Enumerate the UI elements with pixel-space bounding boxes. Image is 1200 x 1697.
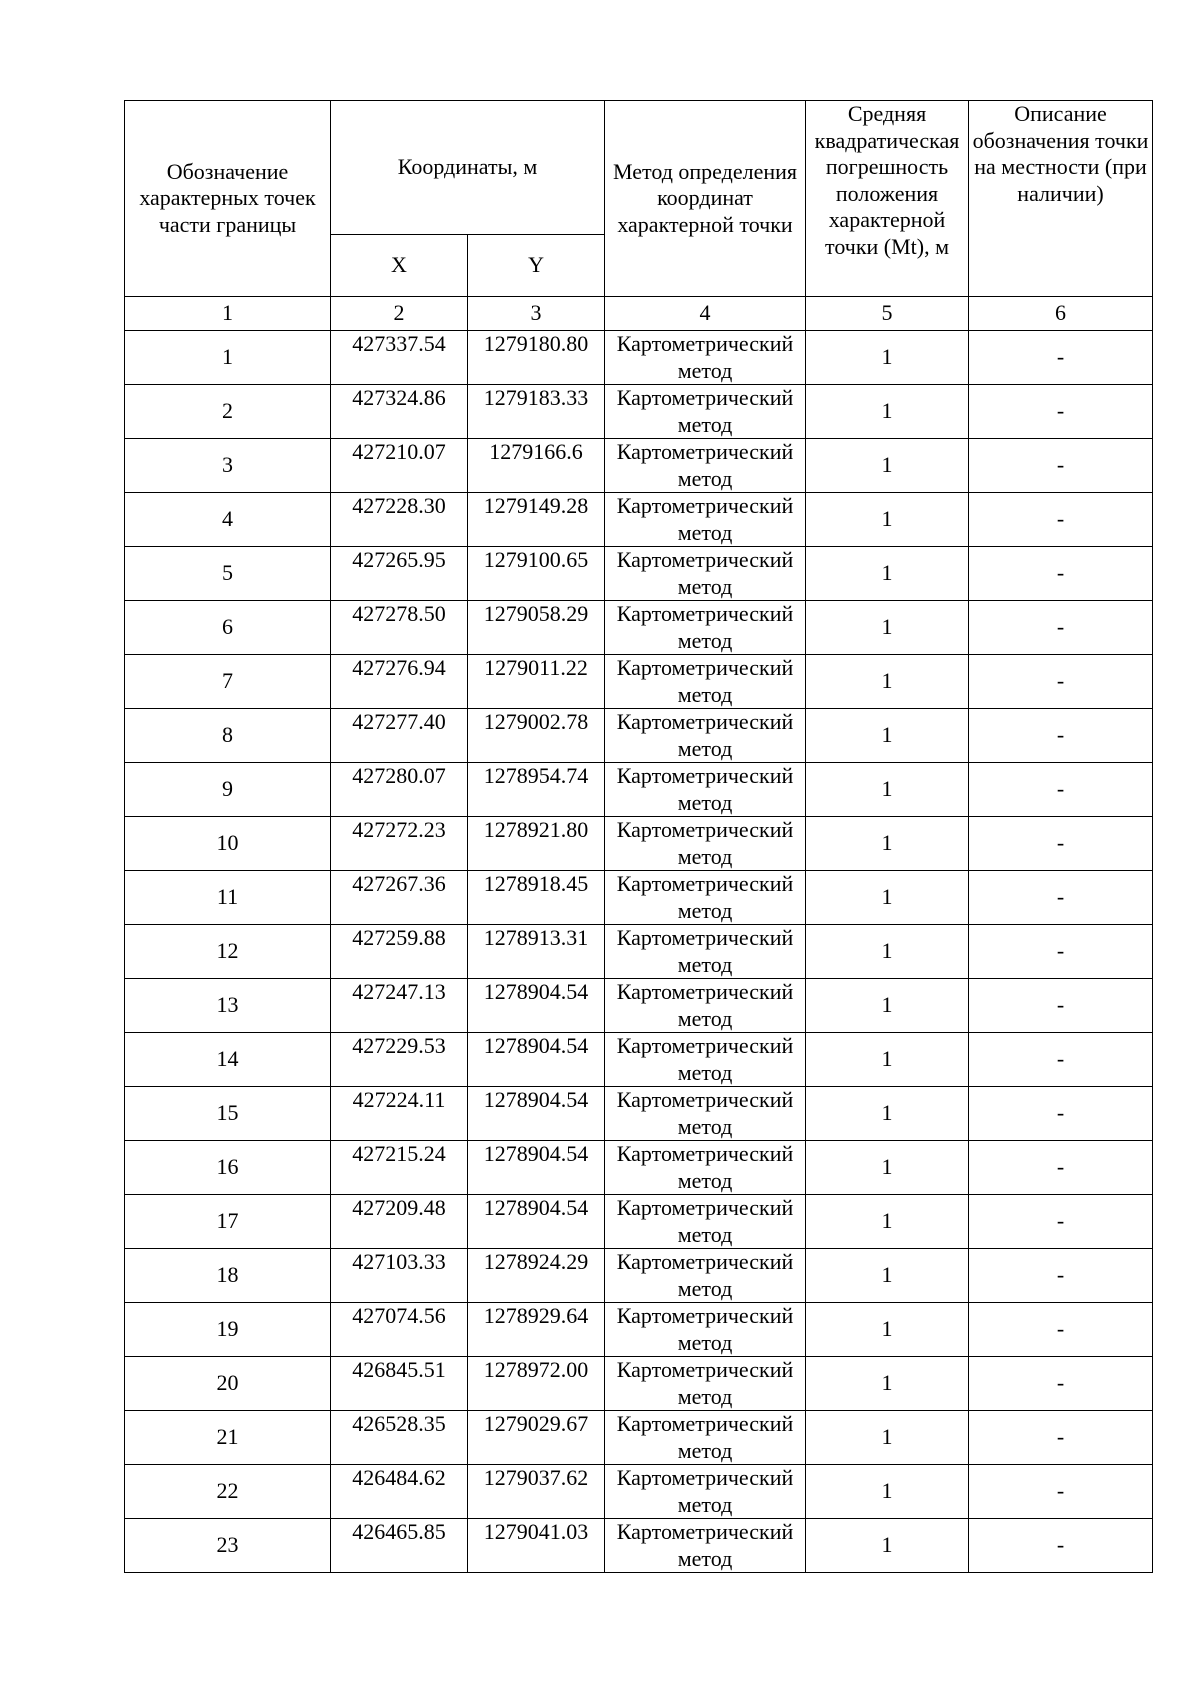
x-coordinate-cell: 427229.53 <box>331 1033 468 1087</box>
x-coordinate-cell: 426845.51 <box>331 1357 468 1411</box>
table-row <box>125 1411 1153 1465</box>
y-coordinate-cell: 1279058.29 <box>468 601 605 655</box>
table-row <box>125 655 1153 709</box>
description-cell: - <box>969 1357 1153 1411</box>
x-coordinate-cell: 427324.86 <box>331 385 468 439</box>
x-coordinate-cell: 426528.35 <box>331 1411 468 1465</box>
method-line-1: Картометрический <box>616 925 794 950</box>
method-cell <box>605 763 806 817</box>
method-line-1: Картометрический <box>616 493 794 518</box>
method-cell <box>605 1141 806 1195</box>
point-number-cell: 8 <box>125 709 331 763</box>
point-number-cell: 16 <box>125 1141 331 1195</box>
method-line-2: метод <box>677 1113 733 1139</box>
point-number-cell: 10 <box>125 817 331 871</box>
y-coordinate-cell: 1278954.74 <box>468 763 605 817</box>
description-cell: - <box>969 493 1153 547</box>
error-cell: 1 <box>806 1033 969 1087</box>
y-coordinate-cell: 1279029.67 <box>468 1411 605 1465</box>
method-line-1: Картометрический <box>616 385 794 410</box>
method-line-1: Картометрический <box>616 979 794 1004</box>
table-row <box>125 1519 1153 1573</box>
description-cell: - <box>969 1465 1153 1519</box>
description-cell: - <box>969 655 1153 709</box>
method-cell <box>605 385 806 439</box>
method-cell <box>605 1303 806 1357</box>
boundary-points-table <box>124 100 1153 1573</box>
table-row <box>125 1087 1153 1141</box>
column-number: 4 <box>605 297 806 331</box>
error-cell: 1 <box>806 1519 969 1573</box>
table-row <box>125 1141 1153 1195</box>
y-coordinate-cell: 1278921.80 <box>468 817 605 871</box>
method-line-2: метод <box>677 1221 733 1247</box>
table-row <box>125 439 1153 493</box>
x-coordinate-cell: 427276.94 <box>331 655 468 709</box>
table-body <box>125 331 1153 1573</box>
method-line-2: метод <box>677 573 733 599</box>
method-cell <box>605 709 806 763</box>
x-coordinate-cell: 427247.13 <box>331 979 468 1033</box>
point-number-cell: 23 <box>125 1519 331 1573</box>
point-number-cell: 5 <box>125 547 331 601</box>
table-row <box>125 871 1153 925</box>
method-cell <box>605 547 806 601</box>
method-line-1: Картометрический <box>616 763 794 788</box>
y-coordinate-cell: 1279149.28 <box>468 493 605 547</box>
table-row <box>125 601 1153 655</box>
method-cell <box>605 1357 806 1411</box>
table-row <box>125 1195 1153 1249</box>
method-line-2: метод <box>677 465 733 491</box>
column-number: 5 <box>806 297 969 331</box>
point-number-cell: 7 <box>125 655 331 709</box>
x-coordinate-cell: 427278.50 <box>331 601 468 655</box>
x-coordinate-cell: 427267.36 <box>331 871 468 925</box>
method-cell <box>605 439 806 493</box>
point-number-cell: 13 <box>125 979 331 1033</box>
method-line-2: метод <box>677 843 733 869</box>
error-cell: 1 <box>806 925 969 979</box>
method-cell <box>605 1195 806 1249</box>
x-coordinate-cell: 427210.07 <box>331 439 468 493</box>
method-line-2: метод <box>677 1437 733 1463</box>
method-cell <box>605 817 806 871</box>
error-cell: 1 <box>806 763 969 817</box>
description-cell: - <box>969 925 1153 979</box>
point-number-cell: 17 <box>125 1195 331 1249</box>
table-row <box>125 709 1153 763</box>
x-coordinate-cell: 427280.07 <box>331 763 468 817</box>
error-cell: 1 <box>806 1411 969 1465</box>
table-row <box>125 493 1153 547</box>
method-line-2: метод <box>677 1545 733 1571</box>
method-line-1: Картометрический <box>616 1357 794 1382</box>
method-line-2: метод <box>677 411 733 437</box>
method-cell <box>605 493 806 547</box>
point-number-cell: 11 <box>125 871 331 925</box>
description-cell: - <box>969 1249 1153 1303</box>
description-cell: - <box>969 979 1153 1033</box>
y-coordinate-cell: 1278904.54 <box>468 1195 605 1249</box>
method-line-2: метод <box>677 627 733 653</box>
method-cell <box>605 1411 806 1465</box>
x-coordinate-cell: 427215.24 <box>331 1141 468 1195</box>
error-cell: 1 <box>806 547 969 601</box>
description-cell: - <box>969 601 1153 655</box>
method-line-2: метод <box>677 951 733 977</box>
point-number-cell: 21 <box>125 1411 331 1465</box>
method-line-2: метод <box>677 1329 733 1355</box>
error-cell: 1 <box>806 601 969 655</box>
method-line-2: метод <box>677 1383 733 1409</box>
description-cell: - <box>969 763 1153 817</box>
method-line-2: метод <box>677 789 733 815</box>
x-coordinate-cell: 427209.48 <box>331 1195 468 1249</box>
y-coordinate-cell: 1278924.29 <box>468 1249 605 1303</box>
description-cell: - <box>969 871 1153 925</box>
table-row <box>125 1465 1153 1519</box>
column-number: 2 <box>331 297 468 331</box>
error-cell: 1 <box>806 331 969 385</box>
y-coordinate-cell: 1279183.33 <box>468 385 605 439</box>
table-row <box>125 1357 1153 1411</box>
table-row <box>125 331 1153 385</box>
x-coordinate-cell: 427103.33 <box>331 1249 468 1303</box>
method-line-1: Картометрический <box>616 1303 794 1328</box>
point-number-cell: 12 <box>125 925 331 979</box>
header-point-designation: Обозначение характерных точек части границы <box>125 101 331 297</box>
point-number-cell: 18 <box>125 1249 331 1303</box>
method-line-1: Картометрический <box>616 547 794 572</box>
error-cell: 1 <box>806 1249 969 1303</box>
method-line-1: Картометрический <box>616 439 794 464</box>
error-cell: 1 <box>806 1141 969 1195</box>
table-row <box>125 979 1153 1033</box>
method-cell <box>605 925 806 979</box>
description-cell: - <box>969 1087 1153 1141</box>
method-line-1: Картометрический <box>616 1411 794 1436</box>
column-number: 6 <box>969 297 1153 331</box>
method-line-1: Картометрический <box>616 601 794 626</box>
method-line-2: метод <box>677 1005 733 1031</box>
method-cell <box>605 1519 806 1573</box>
method-line-1: Картометрический <box>616 1033 794 1058</box>
y-coordinate-cell: 1278904.54 <box>468 979 605 1033</box>
table-row <box>125 1249 1153 1303</box>
point-number-cell: 20 <box>125 1357 331 1411</box>
description-cell: - <box>969 547 1153 601</box>
header-x: X <box>331 235 468 297</box>
x-coordinate-cell: 427265.95 <box>331 547 468 601</box>
error-cell: 1 <box>806 655 969 709</box>
y-coordinate-cell: 1279180.80 <box>468 331 605 385</box>
column-number-row <box>125 297 1153 331</box>
header-row <box>125 101 1153 235</box>
point-number-cell: 15 <box>125 1087 331 1141</box>
y-coordinate-cell: 1279041.03 <box>468 1519 605 1573</box>
description-cell: - <box>969 385 1153 439</box>
point-number-cell: 1 <box>125 331 331 385</box>
method-cell <box>605 655 806 709</box>
y-coordinate-cell: 1279100.65 <box>468 547 605 601</box>
error-cell: 1 <box>806 709 969 763</box>
method-line-1: Картометрический <box>616 1087 794 1112</box>
point-number-cell: 6 <box>125 601 331 655</box>
table-row <box>125 385 1153 439</box>
y-coordinate-cell: 1279037.62 <box>468 1465 605 1519</box>
column-number: 1 <box>125 297 331 331</box>
point-number-cell: 9 <box>125 763 331 817</box>
method-line-1: Картометрический <box>616 709 794 734</box>
header-method: Метод определения координат характерной точки <box>605 101 806 297</box>
y-coordinate-cell: 1278904.54 <box>468 1141 605 1195</box>
method-line-1: Картометрический <box>616 1519 794 1544</box>
method-cell <box>605 1465 806 1519</box>
error-cell: 1 <box>806 817 969 871</box>
y-coordinate-cell: 1278904.54 <box>468 1087 605 1141</box>
method-line-1: Картометрический <box>616 331 794 356</box>
method-cell <box>605 1249 806 1303</box>
method-line-2: метод <box>677 681 733 707</box>
method-line-1: Картометрический <box>616 1465 794 1490</box>
method-line-2: метод <box>677 1491 733 1517</box>
column-number: 3 <box>468 297 605 331</box>
y-coordinate-cell: 1279002.78 <box>468 709 605 763</box>
description-cell: - <box>969 1195 1153 1249</box>
error-cell: 1 <box>806 1195 969 1249</box>
method-cell <box>605 1033 806 1087</box>
point-number-cell: 19 <box>125 1303 331 1357</box>
description-cell: - <box>969 331 1153 385</box>
method-line-1: Картометрический <box>616 1195 794 1220</box>
x-coordinate-cell: 427228.30 <box>331 493 468 547</box>
method-line-1: Картометрический <box>616 1249 794 1274</box>
header-coordinates: Координаты, м <box>331 101 605 235</box>
method-line-2: метод <box>677 357 733 383</box>
y-coordinate-cell: 1278929.64 <box>468 1303 605 1357</box>
x-coordinate-cell: 427224.11 <box>331 1087 468 1141</box>
method-cell <box>605 601 806 655</box>
method-line-1: Картометрический <box>616 817 794 842</box>
y-coordinate-cell: 1278972.00 <box>468 1357 605 1411</box>
y-coordinate-cell: 1278913.31 <box>468 925 605 979</box>
method-cell <box>605 979 806 1033</box>
description-cell: - <box>969 439 1153 493</box>
method-line-2: метод <box>677 1275 733 1301</box>
x-coordinate-cell: 426465.85 <box>331 1519 468 1573</box>
error-cell: 1 <box>806 1087 969 1141</box>
method-line-1: Картометрический <box>616 655 794 680</box>
description-cell: - <box>969 1141 1153 1195</box>
point-number-cell: 4 <box>125 493 331 547</box>
table-row <box>125 763 1153 817</box>
header-error: Средняя квадратическая погрешность положения характерной точки (Mt), м <box>806 101 969 297</box>
y-coordinate-cell: 1278904.54 <box>468 1033 605 1087</box>
method-cell <box>605 871 806 925</box>
error-cell: 1 <box>806 385 969 439</box>
method-cell <box>605 331 806 385</box>
table-row <box>125 817 1153 871</box>
x-coordinate-cell: 427277.40 <box>331 709 468 763</box>
method-line-2: метод <box>677 897 733 923</box>
point-number-cell: 14 <box>125 1033 331 1087</box>
table-row <box>125 1303 1153 1357</box>
description-cell: - <box>969 1411 1153 1465</box>
y-coordinate-cell: 1279166.6 <box>468 439 605 493</box>
y-coordinate-cell: 1278918.45 <box>468 871 605 925</box>
description-cell: - <box>969 1033 1153 1087</box>
point-number-cell: 22 <box>125 1465 331 1519</box>
method-line-2: метод <box>677 1059 733 1085</box>
error-cell: 1 <box>806 1357 969 1411</box>
x-coordinate-cell: 427272.23 <box>331 817 468 871</box>
description-cell: - <box>969 1303 1153 1357</box>
error-cell: 1 <box>806 871 969 925</box>
error-cell: 1 <box>806 979 969 1033</box>
error-cell: 1 <box>806 1465 969 1519</box>
method-cell <box>605 1087 806 1141</box>
method-line-2: метод <box>677 1167 733 1193</box>
table-row <box>125 925 1153 979</box>
x-coordinate-cell: 426484.62 <box>331 1465 468 1519</box>
method-line-1: Картометрический <box>616 1141 794 1166</box>
method-line-2: метод <box>677 519 733 545</box>
y-coordinate-cell: 1279011.22 <box>468 655 605 709</box>
x-coordinate-cell: 427074.56 <box>331 1303 468 1357</box>
x-coordinate-cell: 427259.88 <box>331 925 468 979</box>
point-number-cell: 2 <box>125 385 331 439</box>
error-cell: 1 <box>806 439 969 493</box>
description-cell: - <box>969 709 1153 763</box>
method-line-1: Картометрический <box>616 871 794 896</box>
description-cell: - <box>969 1519 1153 1573</box>
description-cell: - <box>969 817 1153 871</box>
table-row <box>125 547 1153 601</box>
point-number-cell: 3 <box>125 439 331 493</box>
method-line-2: метод <box>677 735 733 761</box>
header-y: Y <box>468 235 605 297</box>
error-cell: 1 <box>806 1303 969 1357</box>
x-coordinate-cell: 427337.54 <box>331 331 468 385</box>
error-cell: 1 <box>806 493 969 547</box>
table-row <box>125 1033 1153 1087</box>
header-description: Описание обозначения точки на местности (при наличии) <box>969 101 1153 297</box>
